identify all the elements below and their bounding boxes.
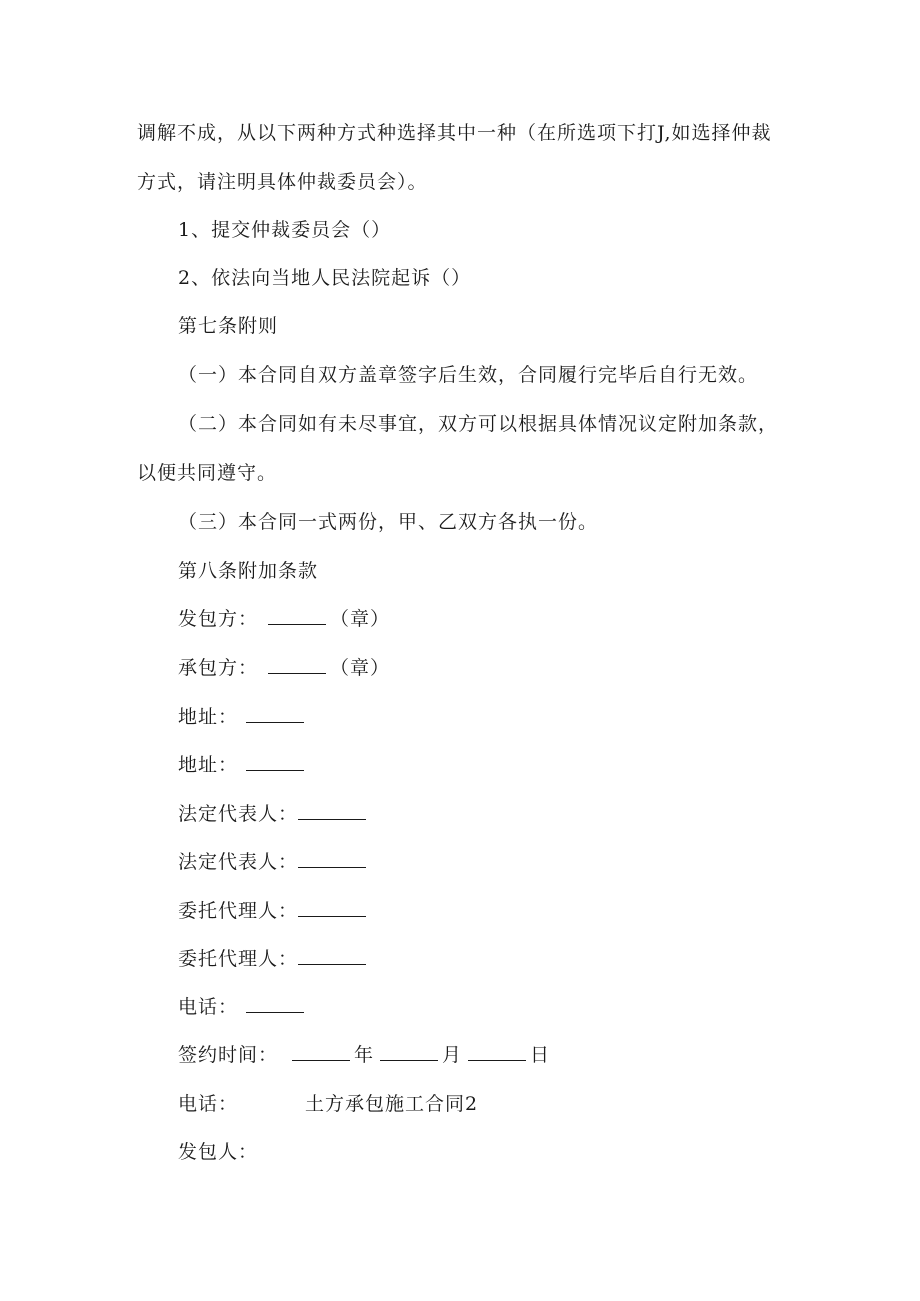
address-row-2 [178, 753, 308, 777]
address-label: 地址： [178, 754, 239, 776]
year-label: 年 [354, 1044, 375, 1066]
address-blank [246, 754, 304, 771]
contractor-label: 承包方： [178, 657, 259, 679]
phone-row-2 [178, 1092, 238, 1116]
article-7-title: 第七条附则 [178, 315, 279, 337]
employer-blank [268, 608, 326, 625]
address-label: 地址： [178, 706, 239, 728]
phone-row-1 [178, 995, 308, 1019]
clause-2-line-1: （二）本合同如有未尽事宜，双方可以根据具体情况议定附加条款， [178, 413, 779, 435]
day-blank [468, 1044, 526, 1061]
legal-rep-blank [298, 851, 366, 868]
issuer-row [178, 1140, 258, 1164]
month-blank [380, 1044, 438, 1061]
issuer-label: 发包人： [178, 1141, 259, 1163]
agent-label: 委托代理人： [178, 900, 299, 922]
legal-rep-row-1 [178, 802, 370, 826]
phone-blank [246, 996, 304, 1013]
legal-rep-blank [298, 803, 366, 820]
clause-1: （一）本合同自双方盖章签字后生效，合同履行完毕后自行无效。 [178, 364, 759, 386]
month-label: 月 [442, 1044, 463, 1066]
contractor-seal: （章） [330, 657, 391, 679]
dispute-paragraph-line-1: 调解不成，从以下两种方式种选择其中一种（在所选项下打J,如选择仲裁 [137, 122, 772, 144]
option-court: 2、依法向当地人民法院起诉（） [178, 267, 472, 289]
next-document-title: 土方承包施工合同2 [305, 1093, 479, 1115]
agent-label: 委托代理人： [178, 948, 299, 970]
legal-rep-label: 法定代表人： [178, 803, 299, 825]
sign-time-label: 签约时间： [178, 1044, 279, 1066]
dispute-paragraph-line-2: 方式，请注明具体仲裁委员会）。 [137, 171, 428, 193]
year-blank [292, 1044, 350, 1061]
option-arbitration: 1、提交仲裁委员会（） [178, 219, 392, 241]
clause-2-line-2: 以便共同遵守。 [137, 462, 278, 484]
phone-label: 电话： [178, 996, 239, 1018]
agent-blank [298, 900, 366, 917]
phone-label: 电话： [178, 1093, 239, 1115]
contractor-row [178, 656, 390, 680]
contractor-blank [268, 657, 326, 674]
article-8-title: 第八条附加条款 [178, 560, 319, 582]
agent-row-2 [178, 947, 370, 971]
legal-rep-label: 法定代表人： [178, 851, 299, 873]
day-label: 日 [530, 1044, 551, 1066]
employer-row [178, 607, 390, 631]
legal-rep-row-2 [178, 850, 370, 874]
employer-seal: （章） [330, 608, 391, 630]
sign-time-row [178, 1043, 550, 1067]
address-blank [246, 706, 304, 723]
address-row-1 [178, 705, 308, 729]
agent-blank [298, 948, 366, 965]
clause-3: （三）本合同一式两份，甲、乙双方各执一份。 [178, 511, 599, 533]
agent-row-1 [178, 899, 370, 923]
employer-label: 发包方： [178, 608, 259, 630]
